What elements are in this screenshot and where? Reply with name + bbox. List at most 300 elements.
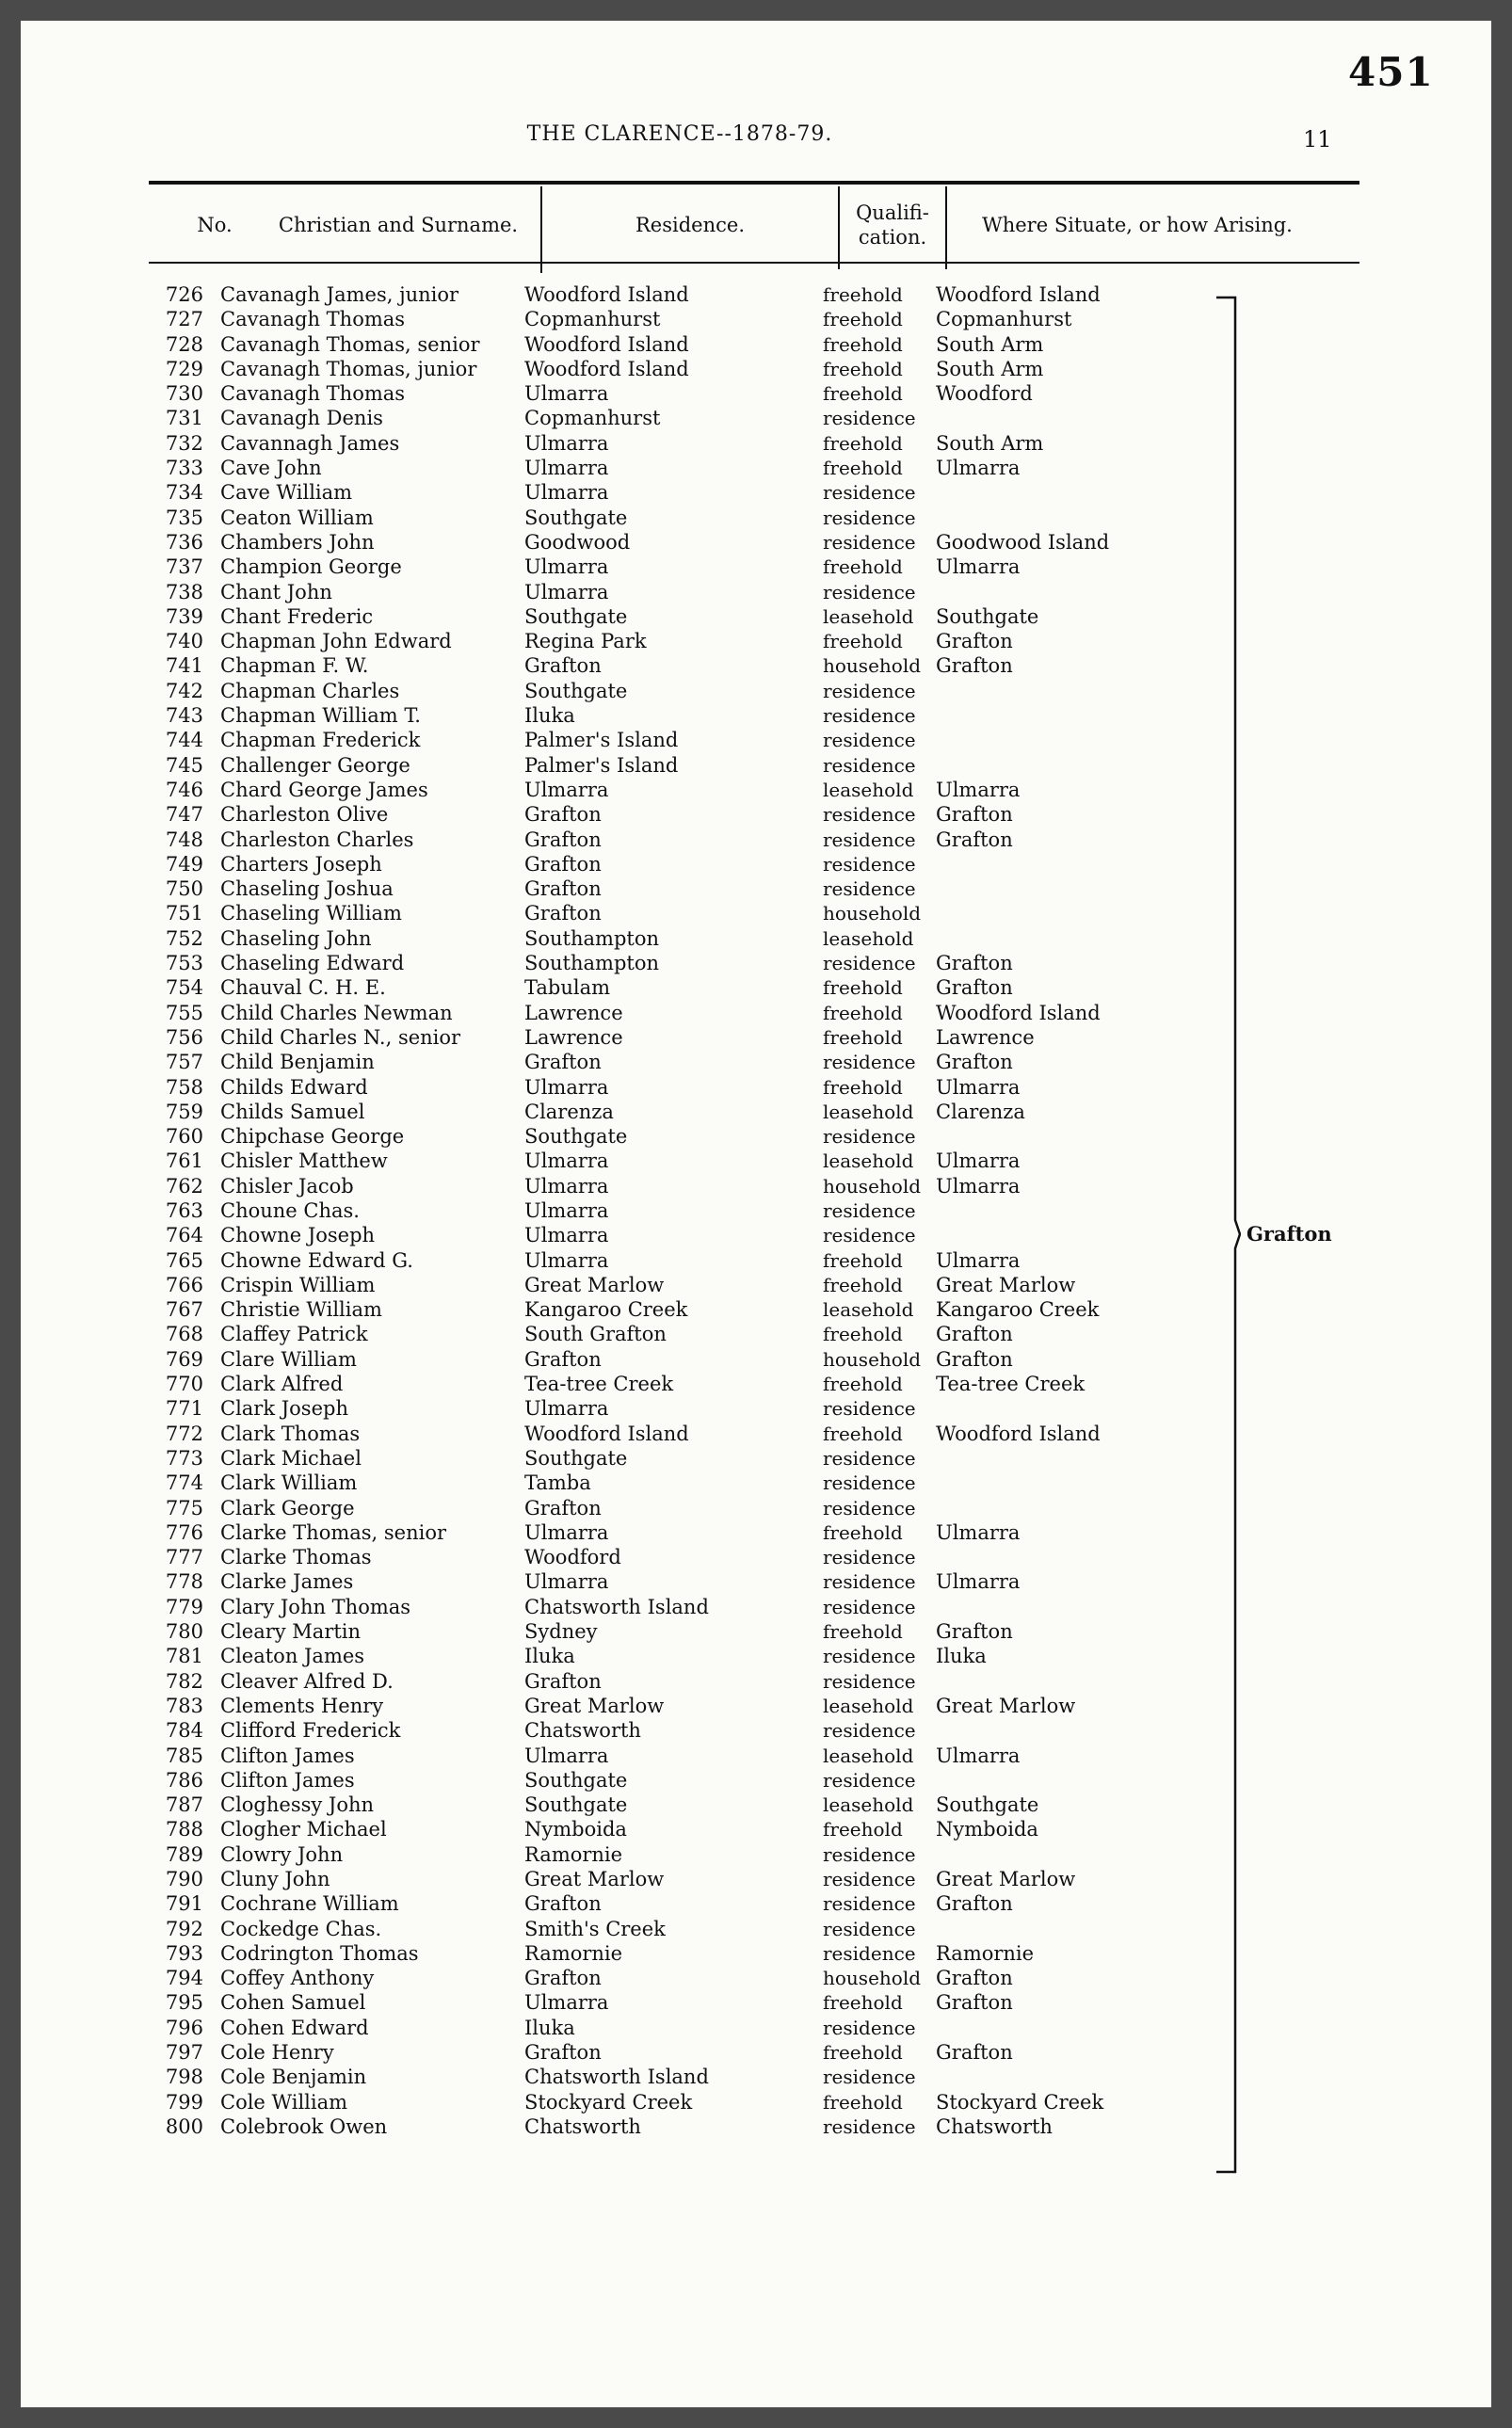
column-header-qualification <box>842 188 943 262</box>
table-row <box>21 753 1491 778</box>
entry-number: 727 <box>165 308 203 331</box>
entry-number: 749 <box>165 852 203 876</box>
entry-number: 754 <box>165 976 203 1000</box>
entry-number: 799 <box>165 2090 203 2114</box>
entry-number: 742 <box>165 679 203 702</box>
entry-qualification: residence <box>823 1842 916 1866</box>
entry-name: Charleston Charles <box>220 828 414 851</box>
entry-name: Clark Thomas <box>220 1422 361 1445</box>
table-row <box>21 876 1491 901</box>
entry-where-situate: Grafton <box>936 952 1013 975</box>
entry-name: Clarke Thomas <box>220 1546 372 1569</box>
entry-number: 753 <box>165 952 203 975</box>
entry-residence: Ulmarra <box>524 1150 609 1173</box>
entry-number: 768 <box>165 1323 203 1346</box>
entry-where-situate: Grafton <box>936 803 1013 827</box>
entry-where-situate: Ulmarra <box>936 1248 1021 1272</box>
entry-where-situate: Nymboida <box>936 1818 1038 1841</box>
entry-number: 781 <box>165 1645 203 1668</box>
entry-residence: Ulmarra <box>524 1198 609 1222</box>
entry-residence: Southgate <box>524 1446 628 1470</box>
entry-residence: Grafton <box>524 1892 602 1916</box>
column-header-residence: Residence. <box>635 214 745 236</box>
entry-qualification: freehold <box>823 1001 903 1024</box>
entry-residence: Grafton <box>524 902 602 925</box>
table-row <box>21 1347 1491 1372</box>
table-row <box>21 1842 1491 1867</box>
column-header-qualification-line1: Qualifi- <box>856 201 929 224</box>
entry-residence: Grafton <box>524 803 602 827</box>
entry-residence: Ulmarra <box>524 778 609 801</box>
entry-qualification: freehold <box>823 1273 903 1296</box>
entry-name: Clark Joseph <box>220 1397 348 1421</box>
entry-name: Childs Samuel <box>220 1100 365 1123</box>
entry-qualification: freehold <box>823 1373 903 1396</box>
table-row <box>21 1966 1491 1990</box>
entry-name: Chowne Edward G. <box>220 1248 413 1272</box>
entry-residence: Great Marlow <box>524 1868 665 1890</box>
table-row <box>21 1520 1491 1545</box>
table-row <box>21 901 1491 925</box>
entry-number: 787 <box>165 1793 203 1817</box>
entry-where-situate: Southgate <box>936 1793 1039 1817</box>
entry-residence: Kangaroo Creek <box>524 1298 688 1322</box>
entry-qualification: household <box>823 654 922 678</box>
column-divider <box>838 186 840 269</box>
entry-qualification: freehold <box>823 457 903 480</box>
entry-number: 738 <box>165 580 203 603</box>
entry-residence: Ulmarra <box>524 1570 609 1594</box>
table-row <box>21 2114 1491 2139</box>
entry-where-situate: Grafton <box>936 1347 1013 1371</box>
entry-name: Claffey Patrick <box>220 1323 368 1346</box>
table-row <box>21 1718 1491 1743</box>
entry-name: Clark Alfred <box>220 1373 344 1396</box>
entry-name: Cochrane William <box>220 1892 399 1916</box>
table-row <box>21 1422 1491 1446</box>
entry-name: Chapman Charles <box>220 679 400 702</box>
voter-list <box>21 282 1491 2139</box>
entry-number: 796 <box>165 2016 203 2039</box>
entry-residence: Woodford Island <box>524 357 689 380</box>
table-row <box>21 555 1491 579</box>
table-row <box>21 1990 1491 2015</box>
entry-where-situate: Grafton <box>936 976 1013 1000</box>
entry-residence: Great Marlow <box>524 1694 665 1717</box>
table-row <box>21 406 1491 430</box>
entry-name: Clare William <box>220 1347 357 1371</box>
table-row <box>21 1149 1491 1173</box>
entry-name: Clogher Michael <box>220 1818 387 1841</box>
entry-where-situate: Great Marlow <box>936 1273 1076 1296</box>
entry-qualification: residence <box>823 580 916 603</box>
entry-number: 751 <box>165 902 203 925</box>
entry-residence: Ulmarra <box>524 481 609 505</box>
table-row <box>21 456 1491 480</box>
entry-name: Child Benjamin <box>220 1051 375 1074</box>
entry-number: 780 <box>165 1620 203 1644</box>
entry-name: Chard George James <box>220 778 428 801</box>
entry-name: Chambers John <box>220 530 375 554</box>
table-row <box>21 1297 1491 1322</box>
entry-qualification: residence <box>823 753 916 777</box>
table-row <box>21 1322 1491 1346</box>
entry-qualification: freehold <box>823 332 903 356</box>
entry-residence: Ulmarra <box>524 1224 609 1247</box>
entry-name: Chapman John Edward <box>220 630 452 653</box>
entry-name: Challenger George <box>220 753 410 777</box>
entry-qualification: household <box>823 1967 922 1990</box>
entry-name: Cohen Samuel <box>220 1991 366 2015</box>
entry-name: Chowne Joseph <box>220 1224 376 1247</box>
entry-qualification: residence <box>823 1719 916 1743</box>
table-row <box>21 1496 1491 1520</box>
table-row <box>21 802 1491 827</box>
entry-name: Cockedge Chas. <box>220 1917 382 1940</box>
table-row <box>21 1446 1491 1471</box>
entry-number: 800 <box>165 2114 203 2138</box>
table-row <box>21 1941 1491 1966</box>
entry-qualification: residence <box>823 481 916 505</box>
entry-where-situate: Grafton <box>936 1051 1013 1074</box>
entry-qualification: residence <box>823 1941 916 1965</box>
right-brace <box>1214 296 1241 2174</box>
table-row <box>21 506 1491 530</box>
entry-name: Childs Edward <box>220 1075 368 1099</box>
entry-number: 795 <box>165 1991 203 2015</box>
entry-qualification: residence <box>823 1645 916 1668</box>
entry-residence: Tea-tree Creek <box>524 1373 674 1396</box>
entry-name: Chipchase George <box>220 1125 405 1149</box>
entry-name: Clifton James <box>220 1768 355 1792</box>
entry-number: 774 <box>165 1471 203 1495</box>
entry-name: Cavanagh Thomas <box>220 382 406 406</box>
entry-name: Child Charles N., senior <box>220 1025 461 1049</box>
entry-residence: Southgate <box>524 1793 628 1817</box>
entry-qualification: leasehold <box>823 604 914 628</box>
entry-residence: Ulmarra <box>524 1744 609 1767</box>
entry-residence: Southgate <box>524 1768 628 1792</box>
entry-residence: Woodford <box>524 1546 621 1569</box>
table-row <box>21 1595 1491 1619</box>
entry-qualification: leasehold <box>823 926 914 950</box>
entry-residence: Ulmarra <box>524 457 609 480</box>
entry-residence: Grafton <box>524 2041 602 2065</box>
entry-qualification: residence <box>823 1397 916 1421</box>
entry-qualification: residence <box>823 1669 916 1693</box>
column-header-qualification-line2: cation. <box>858 226 927 249</box>
entry-number: 737 <box>165 555 203 579</box>
entry-name: Cluny John <box>220 1868 330 1890</box>
entry-qualification: residence <box>823 506 916 529</box>
table-row <box>21 728 1491 752</box>
entry-name: Cave William <box>220 481 353 505</box>
entry-number: 736 <box>165 530 203 554</box>
entry-name: Choune Chas. <box>220 1198 360 1222</box>
entry-number: 763 <box>165 1198 203 1222</box>
entry-residence: Clarenza <box>524 1100 614 1123</box>
bracket-label: Grafton <box>1247 1222 1332 1246</box>
table-row <box>21 1001 1491 1025</box>
entry-residence: Stockyard Creek <box>524 2090 693 2114</box>
entry-name: Clements Henry <box>220 1694 384 1717</box>
entry-residence: Smith's Creek <box>524 1917 666 1940</box>
entry-residence: Southgate <box>524 604 628 628</box>
entry-residence: Ulmarra <box>524 431 609 455</box>
entry-qualification: freehold <box>823 431 903 455</box>
entry-name: Crispin William <box>220 1273 376 1296</box>
table-row <box>21 1669 1491 1694</box>
entry-number: 785 <box>165 1744 203 1767</box>
table-row <box>21 1198 1491 1223</box>
entry-qualification: residence <box>823 1496 916 1520</box>
entry-name: Cavanagh Thomas <box>220 308 406 331</box>
table-row <box>21 580 1491 604</box>
table-row <box>21 1545 1491 1569</box>
entry-qualification: freehold <box>823 283 903 306</box>
table-row <box>21 1025 1491 1050</box>
page-number: 11 <box>1303 126 1332 153</box>
entry-residence: Ulmarra <box>524 1991 609 2015</box>
entry-name: Chaseling William <box>220 902 402 925</box>
entry-number: 798 <box>165 2066 203 2089</box>
entry-number: 777 <box>165 1546 203 1569</box>
document-page <box>21 21 1491 2407</box>
table-row <box>21 1793 1491 1817</box>
entry-number: 767 <box>165 1298 203 1322</box>
table-row <box>21 1075 1491 1100</box>
table-row <box>21 357 1491 381</box>
entry-name: Chapman Frederick <box>220 729 421 752</box>
entry-residence: Lawrence <box>524 1001 623 1024</box>
entry-name: Colebrook Owen <box>220 2114 388 2138</box>
table-row <box>21 307 1491 331</box>
table-row <box>21 1396 1491 1421</box>
entry-number: 743 <box>165 704 203 728</box>
header-bottom-rule <box>149 262 1359 264</box>
entry-residence: Ramornie <box>524 1842 623 1866</box>
entry-where-situate: Chatsworth <box>936 2114 1053 2138</box>
table-row <box>21 1124 1491 1149</box>
entry-qualification: residence <box>823 407 916 430</box>
entry-number: 770 <box>165 1373 203 1396</box>
entry-name: Chauval C. H. E. <box>220 976 386 1000</box>
entry-number: 732 <box>165 431 203 455</box>
entry-where-situate: Goodwood Island <box>936 530 1110 554</box>
entry-residence: Sydney <box>524 1620 598 1644</box>
entry-where-situate: Ulmarra <box>936 1075 1021 1099</box>
entry-residence: Nymboida <box>524 1818 627 1841</box>
entry-number: 784 <box>165 1719 203 1743</box>
entry-qualification: freehold <box>823 2041 903 2065</box>
entry-number: 730 <box>165 382 203 406</box>
entry-residence: Chatsworth Island <box>524 2066 709 2089</box>
entry-qualification: residence <box>823 852 916 876</box>
entry-qualification: residence <box>823 1224 916 1247</box>
entry-qualification: leasehold <box>823 778 914 801</box>
entry-number: 759 <box>165 1100 203 1123</box>
entry-residence: Ulmarra <box>524 1174 609 1198</box>
entry-name: Chant Frederic <box>220 604 374 628</box>
entry-number: 797 <box>165 2041 203 2065</box>
folio-number: 451 <box>1348 49 1434 95</box>
entry-number: 779 <box>165 1595 203 1618</box>
entry-number: 782 <box>165 1669 203 1693</box>
entry-qualification: residence <box>823 1768 916 1792</box>
entry-number: 778 <box>165 1570 203 1594</box>
entry-qualification: freehold <box>823 1323 903 1346</box>
entry-residence: Southgate <box>524 506 628 529</box>
table-row <box>21 2016 1491 2040</box>
entry-number: 791 <box>165 1892 203 1916</box>
entry-qualification: residence <box>823 1471 916 1495</box>
entry-residence: Grafton <box>524 877 602 901</box>
entry-qualification: residence <box>823 952 916 975</box>
entry-number: 761 <box>165 1150 203 1173</box>
entry-residence: Grafton <box>524 1967 602 1990</box>
entry-qualification: residence <box>823 877 916 901</box>
entry-name: Charters Joseph <box>220 852 382 876</box>
table-row <box>21 778 1491 802</box>
entry-where-situate: Copmanhurst <box>936 308 1072 331</box>
entry-where-situate: Ulmarra <box>936 778 1021 801</box>
table-row <box>21 381 1491 406</box>
entry-residence: Southgate <box>524 1125 628 1149</box>
entry-number: 760 <box>165 1125 203 1149</box>
entry-residence: Grafton <box>524 1496 602 1520</box>
entry-residence: Southampton <box>524 926 660 950</box>
entry-number: 764 <box>165 1224 203 1247</box>
entry-where-situate: Great Marlow <box>936 1868 1076 1890</box>
entry-residence: Great Marlow <box>524 1273 665 1296</box>
column-divider <box>540 186 542 273</box>
entry-qualification: residence <box>823 679 916 702</box>
entry-name: Clark William <box>220 1471 358 1495</box>
entry-name: Cole William <box>220 2090 348 2114</box>
entry-qualification: residence <box>823 1198 916 1222</box>
entry-qualification: freehold <box>823 976 903 1000</box>
table-row <box>21 975 1491 1000</box>
entry-where-situate: Clarenza <box>936 1100 1025 1123</box>
entry-number: 769 <box>165 1347 203 1371</box>
entry-number: 756 <box>165 1025 203 1049</box>
entry-residence: Iluka <box>524 1645 575 1668</box>
table-row <box>21 530 1491 555</box>
entry-qualification: freehold <box>823 1025 903 1049</box>
table-row <box>21 653 1491 678</box>
column-header-name: Christian and Surname. <box>278 214 519 236</box>
entry-residence: Palmer's Island <box>524 753 679 777</box>
entry-number: 757 <box>165 1051 203 1074</box>
entry-number: 741 <box>165 654 203 678</box>
entry-where-situate: Ramornie <box>936 1941 1035 1965</box>
entry-where-situate: South Arm <box>936 332 1044 356</box>
entry-number: 776 <box>165 1520 203 1544</box>
entry-number: 758 <box>165 1075 203 1099</box>
entry-number: 729 <box>165 357 203 380</box>
entry-residence: Ramornie <box>524 1941 623 1965</box>
entry-residence: Woodford Island <box>524 283 689 306</box>
table-row <box>21 480 1491 505</box>
entry-name: Clarke James <box>220 1570 354 1594</box>
entry-number: 772 <box>165 1422 203 1445</box>
entry-qualification: leasehold <box>823 1100 914 1123</box>
entry-where-situate: Tea-tree Creek <box>936 1373 1086 1396</box>
entry-where-situate: Ulmarra <box>936 1174 1021 1198</box>
entry-residence: Palmer's Island <box>524 729 679 752</box>
entry-residence: Woodford Island <box>524 1422 689 1445</box>
entry-qualification: freehold <box>823 1422 903 1445</box>
entry-name: Cave John <box>220 457 322 480</box>
entry-qualification: residence <box>823 2066 916 2089</box>
table-row <box>21 1100 1491 1124</box>
entry-name: Cavanagh Thomas, senior <box>220 332 480 356</box>
entry-qualification: freehold <box>823 1620 903 1644</box>
entry-qualification: freehold <box>823 382 903 406</box>
entry-number: 771 <box>165 1397 203 1421</box>
entry-qualification: freehold <box>823 1520 903 1544</box>
entry-name: Clowry John <box>220 1842 344 1866</box>
entry-where-situate: Ulmarra <box>936 1744 1021 1767</box>
entry-number: 765 <box>165 1248 203 1272</box>
entry-where-situate: Lawrence <box>936 1025 1035 1049</box>
entry-qualification: freehold <box>823 308 903 331</box>
entry-residence: Woodford Island <box>524 332 689 356</box>
entry-where-situate: Grafton <box>936 654 1013 678</box>
entry-where-situate: Ulmarra <box>936 457 1021 480</box>
entry-where-situate: Ulmarra <box>936 1150 1021 1173</box>
entry-qualification: household <box>823 1174 922 1198</box>
entry-number: 731 <box>165 407 203 430</box>
entry-name: Chisler Jacob <box>220 1174 354 1198</box>
entry-residence: Chatsworth <box>524 1719 641 1743</box>
entry-qualification: household <box>823 1347 922 1371</box>
entry-where-situate: Woodford Island <box>936 1001 1101 1024</box>
entry-number: 783 <box>165 1694 203 1717</box>
entry-name: Champion George <box>220 555 402 579</box>
table-row <box>21 1471 1491 1495</box>
column-header-where: Where Situate, or how Arising. <box>982 214 1293 236</box>
entry-number: 740 <box>165 630 203 653</box>
entry-residence: Grafton <box>524 654 602 678</box>
entry-name: Chaseling John <box>220 926 372 950</box>
table-row <box>21 1867 1491 1891</box>
entry-number: 794 <box>165 1967 203 1990</box>
entry-residence: Grafton <box>524 1669 602 1693</box>
entry-name: Child Charles Newman <box>220 1001 453 1024</box>
entry-name: Cleaver Alfred D. <box>220 1669 394 1693</box>
entry-qualification: household <box>823 902 922 925</box>
entry-where-situate: Stockyard Creek <box>936 2090 1104 2114</box>
table-row <box>21 2090 1491 2114</box>
column-divider <box>945 186 947 269</box>
entry-where-situate: Grafton <box>936 828 1013 851</box>
entry-qualification: residence <box>823 803 916 827</box>
entry-where-situate: Woodford <box>936 382 1033 406</box>
table-row <box>21 828 1491 852</box>
entry-name: Cohen Edward <box>220 2016 369 2039</box>
entry-name: Cavanagh Denis <box>220 407 383 430</box>
entry-name: Clark George <box>220 1496 355 1520</box>
entry-qualification: residence <box>823 704 916 728</box>
entry-number: 790 <box>165 1868 203 1890</box>
entry-where-situate: Great Marlow <box>936 1694 1076 1717</box>
table-row <box>21 332 1491 357</box>
entry-number: 748 <box>165 828 203 851</box>
entry-residence: Iluka <box>524 704 575 728</box>
entry-where-situate: South Arm <box>936 431 1044 455</box>
entry-qualification: residence <box>823 530 916 554</box>
